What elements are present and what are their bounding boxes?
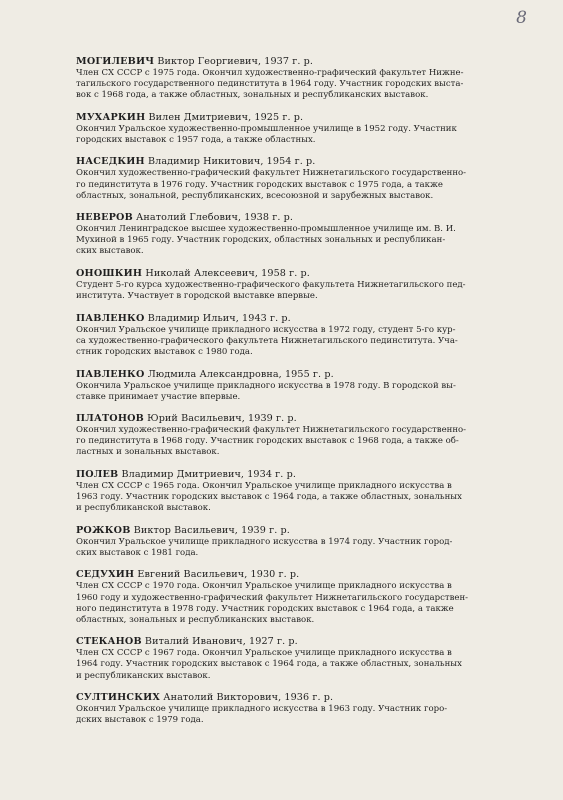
birth-year: 1955 г. р. (284, 368, 334, 380)
entry-heading (76, 56, 506, 68)
artist-surname: ПОЛЕВ (76, 468, 119, 480)
biography-line: ставке принимает участие впервые. (76, 391, 241, 402)
artist-entry (76, 313, 506, 358)
entry-biography (76, 704, 506, 726)
biography-line: Окончил художественно-графический факультет Нижнетагильского государственно- (76, 168, 467, 179)
biography-line: 1963 году. Участник городских выставок с 1964 года, а также областных, зональных (76, 492, 462, 503)
entry-biography (76, 325, 506, 358)
artist-surname: ПАВЛЕНКО (76, 368, 145, 380)
artist-given-name: Николай Алексеевич, (145, 268, 258, 280)
artist-entry (76, 369, 506, 403)
entry-heading (76, 525, 506, 537)
biography-line: областных, зональных и республиканских выставок. (76, 614, 315, 625)
birth-year: 1936 г. р. (284, 692, 334, 704)
artist-surname: СЕДУХИН (76, 569, 135, 581)
entry-biography (76, 168, 506, 201)
entry-biography (76, 280, 506, 302)
biography-line: Окончил Уральское художественно-промышленное училище в 1952 году. Участник (76, 123, 457, 134)
page-number: 8 (516, 8, 527, 28)
entry-biography (76, 124, 506, 146)
artist-surname: ПАВЛЕНКО (76, 312, 145, 324)
artist-surname: СТЕКАНОВ (76, 636, 142, 648)
birth-year: 1938 г. р. (244, 212, 294, 224)
artist-entry (76, 636, 506, 681)
artist-given-name: Виктор Георгиевич, (157, 56, 262, 67)
biography-line: тагильского государственного пединститута в 1964 году. Участник городских выста- (76, 79, 464, 90)
biography-line: го пединститута в 1976 году. Участник городских выставок с 1975 года, а также (76, 179, 443, 190)
biography-line: ластных и зональных выставок. (76, 447, 220, 458)
biography-line: и республиканской выставок. (76, 503, 211, 514)
birth-year: 1943 г. р. (242, 312, 291, 324)
artist-entries-list (76, 56, 506, 737)
artist-given-name: Евгений Васильевич, (137, 569, 248, 581)
entry-biography (76, 481, 506, 514)
entry-biography (76, 537, 506, 559)
entry-heading (76, 413, 506, 425)
artist-entry (76, 156, 506, 201)
artist-entry (76, 56, 506, 101)
biography-line: Член СХ СССР с 1970 года. Окончил Уральское училище прикладного искусства в (76, 581, 452, 592)
entry-heading (76, 636, 506, 648)
artist-given-name: Владимир Никитович, (147, 156, 264, 168)
biography-line: 1960 году и художественно-графический факультет Нижнетагильского государствен- (76, 592, 469, 603)
artist-entry (76, 413, 506, 458)
biography-line: Окончил Уральское училище прикладного искусства в 1963 году. Участник горо- (76, 704, 448, 715)
artist-entry (76, 569, 506, 625)
biography-line: городских выставок с 1957 года, а также областных. (76, 134, 316, 145)
birth-year: 1937 г. р. (264, 56, 314, 67)
biography-line: са художественно-графического факультета Нижнетагильского пединститута. Уча- (76, 335, 458, 346)
artist-surname: РОЖКОВ (76, 524, 131, 536)
artist-surname: ПЛАТОНОВ (76, 413, 144, 425)
artist-given-name: Анатолий Викторович, (163, 692, 282, 704)
entry-heading (76, 369, 506, 381)
birth-year: 1958 г. р. (261, 268, 310, 280)
biography-line: Окончил художественно-графический факультет Нижнетагильского государственно- (76, 425, 467, 436)
birth-year: 1930 г. р. (250, 569, 300, 581)
artist-surname: НЕВЕРОВ (76, 212, 133, 224)
birth-year: 1925 г. р. (254, 111, 304, 123)
biography-line: областных, зональной, республиканских, всесоюзной и зарубежных выставок. (76, 190, 434, 201)
entry-heading (76, 313, 506, 325)
artist-surname: СУЛТИНСКИХ (76, 692, 161, 704)
artist-given-name: Владимир Дмитриевич, (121, 468, 245, 480)
entry-biography (76, 224, 506, 257)
entry-heading (76, 268, 506, 280)
artist-entry (76, 212, 506, 257)
birth-year: 1954 г. р. (266, 156, 316, 168)
birth-year: 1939 г. р. (241, 524, 290, 536)
biography-line: Мухиной в 1965 году. Участник городских, областных зональных и республикан- (76, 235, 446, 246)
entry-heading (76, 112, 506, 124)
biography-line: института. Участвует в городской выставке впервые. (76, 291, 318, 302)
artist-entry (76, 525, 506, 559)
birth-year: 1927 г. р. (249, 636, 298, 648)
birth-year: 1934 г. р. (247, 468, 297, 480)
artist-entry (76, 112, 506, 146)
entry-biography (76, 648, 506, 681)
entry-heading (76, 469, 506, 481)
biography-line: Окончил Ленинградское высшее художественно-промышленное училище им. В. И. (76, 224, 456, 235)
entry-heading (76, 569, 506, 581)
artist-given-name: Юрий Васильевич, (147, 413, 245, 425)
biography-line: Окончил Уральское училище прикладного искусства в 1972 году, студент 5-го кур- (76, 324, 456, 335)
biography-line: дских выставок с 1979 года. (76, 715, 204, 726)
artist-given-name: Владимир Ильич, (147, 312, 239, 324)
biography-line: Студент 5-го курса художественно-графического факультета Нижнетагильского пед- (76, 280, 466, 291)
artist-surname: МУХАРКИН (76, 111, 146, 123)
biography-line: 1964 году. Участник городских выставок с 1964 года, а также областных, зональных (76, 659, 462, 670)
entry-biography (76, 425, 506, 458)
biography-line: ного пединститута в 1978 году. Участник городских выставок с 1964 года, а также (76, 603, 454, 614)
biography-line: стник городских выставок с 1980 года. (76, 346, 253, 357)
biography-line: Член СХ СССР с 1965 года. Окончил Уральское училище прикладного искусства в (76, 480, 452, 491)
artist-surname: ОНОШКИН (76, 268, 143, 280)
artist-given-name: Виталий Иванович, (144, 636, 246, 648)
artist-surname: МОГИЛЕВИЧ (76, 56, 155, 67)
artist-surname: НАСЕДКИН (76, 156, 145, 168)
biography-line: Окончил Уральское училище прикладного искусства в 1974 году. Участник город- (76, 536, 453, 547)
artist-given-name: Анатолий Глебович, (136, 212, 242, 224)
entry-heading (76, 212, 506, 224)
biography-line: го пединститута в 1968 году. Участник городских выставок с 1968 года, а также об- (76, 436, 459, 447)
biography-line: Окончила Уральское училище прикладного искусства в 1978 году. В городской вы- (76, 380, 456, 391)
entry-biography (76, 581, 506, 625)
artist-given-name: Виктор Васильевич, (133, 524, 238, 536)
biography-line: Член СХ СССР с 1967 года. Окончил Уральское училище прикладного искусства в (76, 648, 452, 659)
biography-line: ских выставок. (76, 246, 144, 257)
birth-year: 1939 г. р. (248, 413, 297, 425)
artist-entry (76, 469, 506, 514)
entry-biography (76, 381, 506, 403)
artist-entry (76, 268, 506, 302)
biography-line: вок с 1968 года, а также областных, зональных и республиканских выставок. (76, 90, 429, 101)
biography-line: ских выставок с 1981 года. (76, 547, 199, 558)
artist-given-name: Людмила Александровна, (147, 368, 282, 380)
artist-given-name: Вилен Дмитриевич, (148, 111, 252, 123)
entry-biography (76, 68, 506, 101)
entry-heading (76, 156, 506, 168)
biography-line: Член СХ СССР с 1975 года. Окончил художественно-графический факультет Нижне- (76, 68, 464, 78)
biography-line: и республиканских выставок. (76, 670, 211, 681)
entry-heading (76, 692, 506, 704)
artist-entry (76, 692, 506, 726)
